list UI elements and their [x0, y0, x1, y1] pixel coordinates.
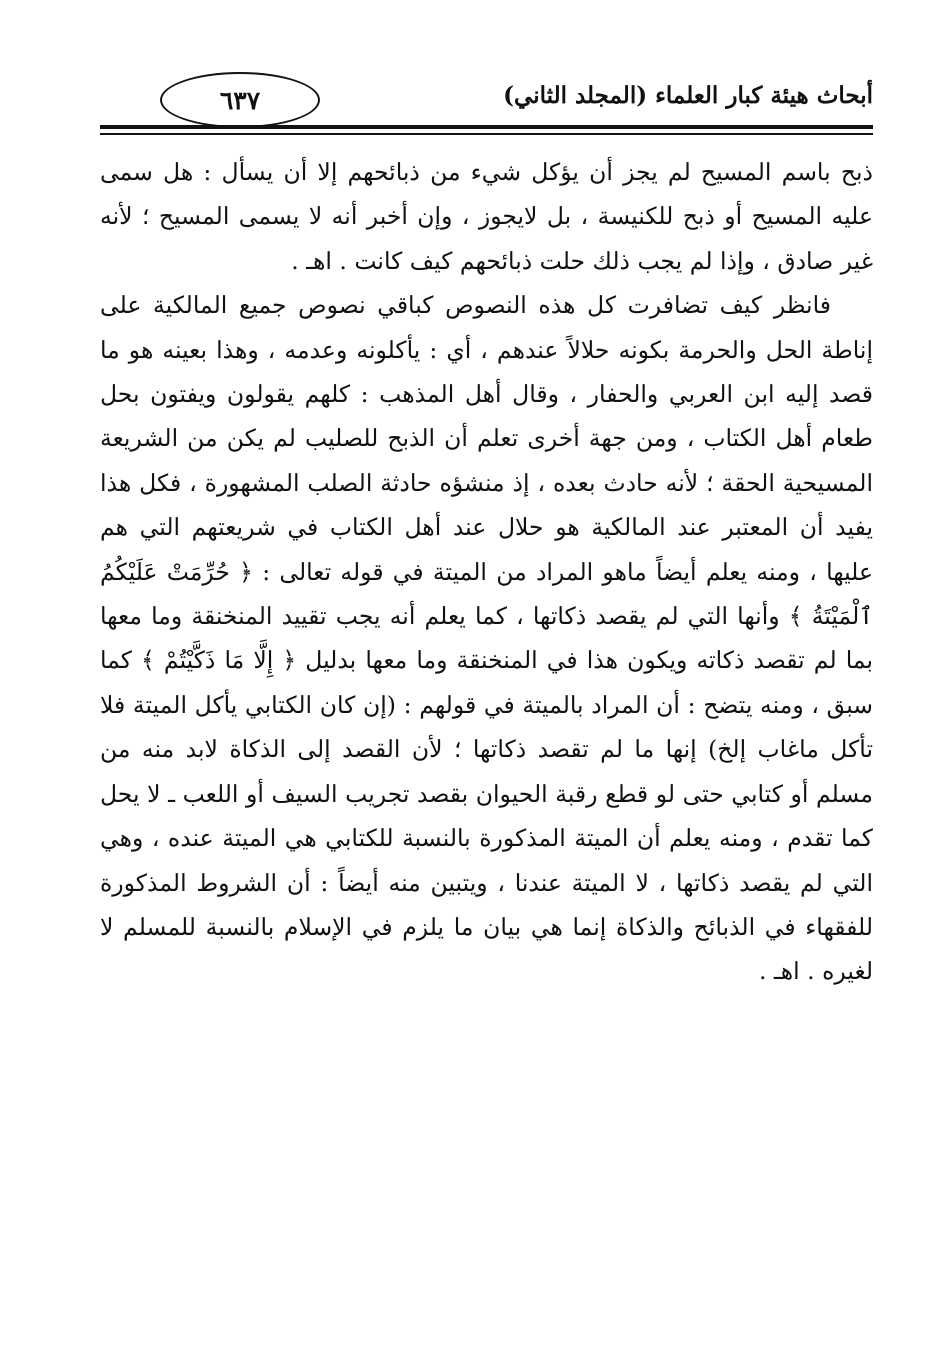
text-line: لأنه غير صادق ، وإذا لم يجب ذلك حلت ذبائحهم كيف كانت . اهـ . [100, 202, 873, 275]
text-line: الإسلام بالنسبة للمسلم لا لغيره . اهـ . [100, 912, 873, 986]
text-line-quran-quote: من الميتة في قوله تعالى : ﴿ حُرِّمَتْ عَلَيْكُمُ ٱلْمَيْتَةُ ﴾ وأنها التي لم يقصد [100, 557, 873, 631]
running-title: أبحاث هيئة كبار العلماء (المجلد الثاني) [503, 82, 873, 109]
paragraph-continuation [100, 150, 873, 283]
text-line: مسلم أو كتابي حتى لو قطع رقبة الحيوان بقصد تجريب السيف أو اللعب ـ [168, 779, 873, 808]
text-line: يتضح : أن المراد بالميتة في قولهم : (إن كان الكتابي يأكل الميتة فلا تأكل [100, 690, 873, 764]
text-line: وهذا بعينه هو ما قصد إليه ابن العربي والحفار ، وقال أهل المذهب : كلهم [100, 335, 874, 409]
paragraph-main [100, 283, 873, 994]
text-line: ماغاب إلخ) إنها ما لم تقصد ذكاتها ؛ لأن القصد إلى الذكاة لابد منه من [100, 735, 819, 764]
text-line: حادثة الصلب المشهورة ، فكل هذا يفيد أن المعتبر عند المالكية هو حلال [100, 468, 873, 542]
body-text [100, 150, 873, 994]
text-line: ذكاتها ، كما يعلم أنه يجب تقييد المنخنقة وما معها بما لم تقصد ذكاته [100, 602, 873, 675]
text-line-quran-quote: ويكون هذا في المنخنقة وما معها بدليل ﴿ إِلَّا مَا ذَكَّيْتُمْ ﴾ كما سبق ، ومنه [100, 646, 873, 719]
text-line: ذبح باسم المسيح لم يجز أن يؤكل شيء من ذبائحهم إلا أن يسأل : هل سمى [100, 158, 873, 186]
text-line: عليه المسيح أو ذبح للكنيسة ، بل لايجوز ، وإن أخبر أنه لا يسمى المسيح ؛ [141, 202, 873, 231]
header-rule-thick [100, 125, 873, 129]
page-header [100, 72, 873, 127]
text-line: يقولون ويفتون بحل طعام أهل الكتاب ، ومن جهة أخرى تعلم أن الذبح [100, 380, 873, 453]
text-line: على إناطة الحل والحرمة بكونه حلالاً عندهم ، أي : يأكلونه وعدمه ، [100, 291, 873, 364]
text-line: لا يحل كما تقدم ، ومنه يعلم أن الميتة المذكورة بالنسبة للكتابي هي الميتة [100, 779, 873, 853]
text-line: عنده ، وهي التي لم يقصد ذكاتها ، لا الميتة عندنا ، ويتبين منه أيضاً : أن [100, 824, 873, 897]
text-line: الشروط المذكورة للفقهاء في الذبائح والذكاة إنما هي بيان ما يلزم في [100, 868, 873, 941]
page-number: ٦٣٧ [219, 85, 261, 115]
header-rule-thin [100, 133, 873, 135]
page-number-oval [160, 72, 320, 128]
text-line: عند أهل الكتاب في شريعتهم التي هم عليها ، ومنه يعلم أيضاً ماهو المراد [100, 513, 873, 586]
text-line: فانظر كيف تضافرت كل هذه النصوص كباقي نصوص جميع المالكية [153, 291, 831, 320]
text-line: للصليب لم يكن من الشريعة المسيحية الحقة ؛ لأنه حادث بعده ، إذ منشؤه [100, 424, 873, 497]
